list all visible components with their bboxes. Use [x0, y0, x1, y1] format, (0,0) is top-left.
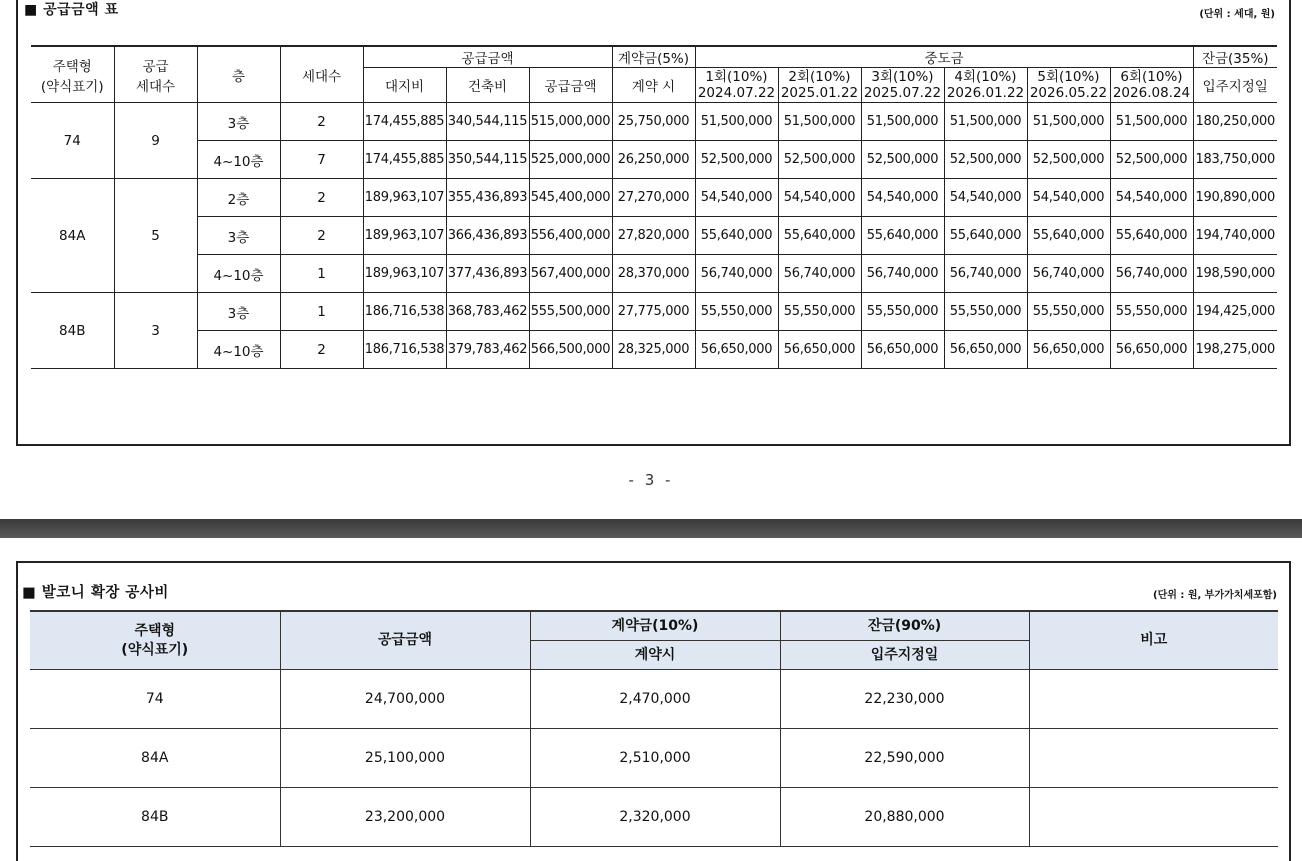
middle-cell: 55,550,000	[695, 293, 778, 331]
middle-cell: 52,500,000	[1110, 141, 1193, 179]
balance-cell: 198,275,000	[1193, 331, 1277, 369]
amount-cell: 24,700,000	[280, 670, 530, 729]
building-cell: 379,783,462	[446, 331, 529, 369]
table-row	[31, 141, 1277, 179]
col-installment-3: 3회(10%) 2025.07.22	[861, 68, 944, 103]
table-row	[30, 670, 1278, 729]
page-separator	[0, 519, 1302, 538]
amount-cell: 25,100,000	[280, 729, 530, 788]
middle-cell: 54,540,000	[944, 179, 1027, 217]
col-land-cost: 대지비	[363, 68, 446, 103]
deposit-cell: 28,370,000	[612, 255, 695, 293]
col-deposit: 계약금(5%)	[612, 46, 695, 68]
land-cell: 186,716,538	[363, 293, 446, 331]
col-supply-total: 공급금액	[529, 68, 612, 103]
units-cell: 2	[280, 103, 363, 141]
middle-cell: 55,640,000	[944, 217, 1027, 255]
total-cell: 556,400,000	[529, 217, 612, 255]
note-cell	[1029, 729, 1278, 788]
table-row	[31, 217, 1277, 255]
total-cell: 515,000,000	[529, 103, 612, 141]
balcony-cost-table	[30, 610, 1278, 847]
middle-cell: 56,740,000	[944, 255, 1027, 293]
units-cell: 1	[280, 293, 363, 331]
col-installment-2: 2회(10%) 2025.01.22	[778, 68, 861, 103]
house-type-cell: 84B	[31, 293, 114, 369]
col-installment-6: 6회(10%) 2026.08.24	[1110, 68, 1193, 103]
middle-cell: 54,540,000	[1110, 179, 1193, 217]
balance-cell: 22,590,000	[780, 729, 1029, 788]
col-supply-count: 공급 세대수	[114, 46, 197, 103]
middle-cell: 51,500,000	[1110, 103, 1193, 141]
supply-price-table	[31, 45, 1277, 369]
units-cell: 2	[280, 331, 363, 369]
page-number: - 3 -	[628, 471, 674, 489]
balance-cell: 194,425,000	[1193, 293, 1277, 331]
col-supply-amount-group: 공급금액	[363, 46, 612, 68]
table-row	[31, 293, 1277, 331]
col-balance-sub: 입주지정일	[1193, 68, 1277, 103]
table-row	[31, 255, 1277, 293]
middle-cell: 56,740,000	[695, 255, 778, 293]
middle-cell: 54,540,000	[695, 179, 778, 217]
balance-cell: 190,890,000	[1193, 179, 1277, 217]
middle-cell: 55,640,000	[778, 217, 861, 255]
middle-cell: 56,650,000	[1110, 331, 1193, 369]
floor-cell: 2층	[197, 179, 280, 217]
floor-cell: 3층	[197, 217, 280, 255]
total-cell: 525,000,000	[529, 141, 612, 179]
building-cell: 355,436,893	[446, 179, 529, 217]
middle-cell: 52,500,000	[695, 141, 778, 179]
building-cell: 377,436,893	[446, 255, 529, 293]
document-page-bottom	[16, 561, 1291, 861]
balance-cell: 198,590,000	[1193, 255, 1277, 293]
col-units: 세대수	[280, 46, 363, 103]
middle-cell: 56,650,000	[1027, 331, 1110, 369]
balance-cell: 20,880,000	[780, 788, 1029, 847]
middle-cell: 52,500,000	[861, 141, 944, 179]
col-installment-1: 1회(10%) 2024.07.22	[695, 68, 778, 103]
house-type-cell: 74	[30, 670, 280, 729]
deposit-cell: 26,250,000	[612, 141, 695, 179]
col-deposit-sub: 계약시	[530, 641, 780, 670]
middle-cell: 55,640,000	[861, 217, 944, 255]
middle-cell: 56,740,000	[1110, 255, 1193, 293]
deposit-cell: 28,325,000	[612, 331, 695, 369]
deposit-cell: 27,270,000	[612, 179, 695, 217]
middle-cell: 56,650,000	[861, 331, 944, 369]
supply-unit-note: (단위 : 세대, 원)	[1199, 9, 1275, 20]
middle-cell: 52,500,000	[944, 141, 1027, 179]
middle-cell: 52,500,000	[778, 141, 861, 179]
col-balance: 잔금(90%)	[780, 611, 1029, 641]
amount-cell: 23,200,000	[280, 788, 530, 847]
total-cell: 567,400,000	[529, 255, 612, 293]
supply-table-title: ■ 공급금액 표	[24, 2, 119, 18]
units-cell: 2	[280, 179, 363, 217]
col-note: 비고	[1029, 611, 1278, 670]
deposit-cell: 2,320,000	[530, 788, 780, 847]
col-installment-4: 4회(10%) 2026.01.22	[944, 68, 1027, 103]
middle-cell: 55,550,000	[944, 293, 1027, 331]
land-cell: 189,963,107	[363, 255, 446, 293]
supply-header-row-1	[31, 46, 1277, 68]
middle-cell: 55,550,000	[861, 293, 944, 331]
deposit-cell: 25,750,000	[612, 103, 695, 141]
floor-cell: 3층	[197, 103, 280, 141]
col-house-type: 주택형 (약식표기)	[31, 46, 114, 103]
floor-cell: 4~10층	[197, 141, 280, 179]
col-floor: 층	[197, 46, 280, 103]
floor-cell: 3층	[197, 293, 280, 331]
middle-cell: 51,500,000	[1027, 103, 1110, 141]
table-row	[31, 331, 1277, 369]
balance-cell: 22,230,000	[780, 670, 1029, 729]
col-balance-sub: 입주지정일	[780, 641, 1029, 670]
col-installment-5: 5회(10%) 2026.05.22	[1027, 68, 1110, 103]
house-type-cell: 74	[31, 103, 114, 179]
middle-cell: 56,650,000	[778, 331, 861, 369]
floor-cell: 4~10층	[197, 255, 280, 293]
total-cell: 545,400,000	[529, 179, 612, 217]
units-cell: 1	[280, 255, 363, 293]
col-deposit-sub: 계약 시	[612, 68, 695, 103]
document-page-top	[16, 0, 1291, 446]
total-cell: 566,500,000	[529, 331, 612, 369]
note-cell	[1029, 788, 1278, 847]
middle-cell: 55,550,000	[1110, 293, 1193, 331]
land-cell: 189,963,107	[363, 179, 446, 217]
units-cell: 7	[280, 141, 363, 179]
balcony-unit-note: (단위 : 원, 부가가치세포함)	[1153, 590, 1277, 601]
middle-cell: 56,740,000	[778, 255, 861, 293]
middle-cell: 54,540,000	[861, 179, 944, 217]
table-row	[31, 103, 1277, 141]
middle-cell: 54,540,000	[778, 179, 861, 217]
middle-cell: 54,540,000	[1027, 179, 1110, 217]
building-cell: 368,783,462	[446, 293, 529, 331]
supply-count-cell: 5	[114, 179, 197, 293]
middle-cell: 56,650,000	[695, 331, 778, 369]
col-building-cost: 건축비	[446, 68, 529, 103]
house-type-cell: 84A	[30, 729, 280, 788]
table-row	[30, 729, 1278, 788]
balance-cell: 194,740,000	[1193, 217, 1277, 255]
land-cell: 174,455,885	[363, 141, 446, 179]
floor-cell: 4~10층	[197, 331, 280, 369]
middle-cell: 56,740,000	[1027, 255, 1110, 293]
col-supply-amount: 공급금액	[280, 611, 530, 670]
building-cell: 366,436,893	[446, 217, 529, 255]
col-middle-payment-group: 중도금	[695, 46, 1193, 68]
land-cell: 174,455,885	[363, 103, 446, 141]
house-type-cell: 84B	[30, 788, 280, 847]
table-row	[30, 788, 1278, 847]
col-balance: 잔금(35%)	[1193, 46, 1277, 68]
col-deposit: 계약금(10%)	[530, 611, 780, 641]
deposit-cell: 27,775,000	[612, 293, 695, 331]
table-row	[31, 179, 1277, 217]
land-cell: 189,963,107	[363, 217, 446, 255]
balance-cell: 183,750,000	[1193, 141, 1277, 179]
col-house-type: 주택형 (약식표기)	[30, 611, 280, 670]
middle-cell: 51,500,000	[695, 103, 778, 141]
middle-cell: 55,550,000	[1027, 293, 1110, 331]
land-cell: 186,716,538	[363, 331, 446, 369]
house-type-cell: 84A	[31, 179, 114, 293]
middle-cell: 56,740,000	[861, 255, 944, 293]
deposit-cell: 27,820,000	[612, 217, 695, 255]
supply-count-cell: 9	[114, 103, 197, 179]
middle-cell: 51,500,000	[861, 103, 944, 141]
middle-cell: 55,640,000	[695, 217, 778, 255]
middle-cell: 55,640,000	[1110, 217, 1193, 255]
building-cell: 350,544,115	[446, 141, 529, 179]
supply-count-cell: 3	[114, 293, 197, 369]
middle-cell: 55,640,000	[1027, 217, 1110, 255]
middle-cell: 56,650,000	[944, 331, 1027, 369]
note-cell	[1029, 670, 1278, 729]
middle-cell: 55,550,000	[778, 293, 861, 331]
deposit-cell: 2,470,000	[530, 670, 780, 729]
balance-cell: 180,250,000	[1193, 103, 1277, 141]
middle-cell: 51,500,000	[944, 103, 1027, 141]
units-cell: 2	[280, 217, 363, 255]
building-cell: 340,544,115	[446, 103, 529, 141]
middle-cell: 51,500,000	[778, 103, 861, 141]
total-cell: 555,500,000	[529, 293, 612, 331]
balcony-table-title: ■ 발코니 확장 공사비	[22, 585, 169, 601]
middle-cell: 52,500,000	[1027, 141, 1110, 179]
deposit-cell: 2,510,000	[530, 729, 780, 788]
balcony-header-row-1	[30, 611, 1278, 641]
